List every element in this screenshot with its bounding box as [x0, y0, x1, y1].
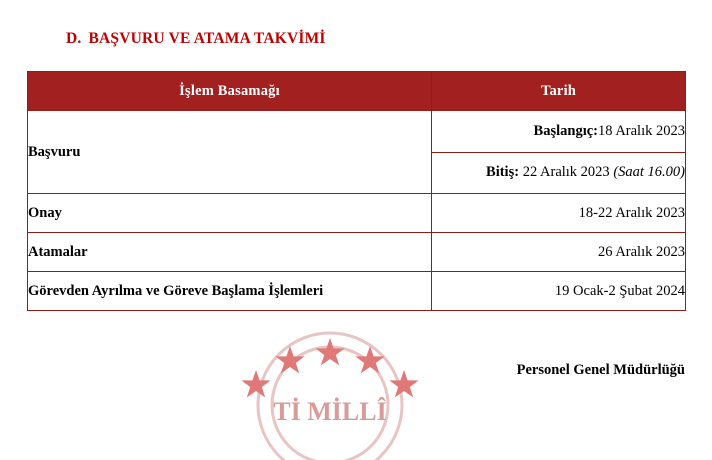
schedule-table — [27, 71, 686, 311]
row-label-gorevden-ayrilma: Görevden Ayrılma ve Göreve Başlama İşlemleri — [28, 272, 432, 311]
row-date-onay: 18-22 Aralık 2023 — [432, 194, 686, 233]
table-row — [28, 111, 686, 153]
date-label: Başlangıç: — [533, 122, 598, 139]
column-header-date: Tarih — [432, 72, 686, 111]
date-value: 18 Aralık 2023 — [598, 122, 685, 139]
column-header-step: İşlem Basamağı — [28, 72, 432, 111]
row-date-basvuru-end — [432, 152, 686, 194]
table-row — [28, 233, 686, 272]
page-title — [66, 30, 326, 48]
row-label-onay: Onay — [28, 194, 432, 233]
table-row — [28, 194, 686, 233]
date-value: 22 Aralık 2023 — [519, 164, 614, 181]
row-label-atamalar: Atamalar — [28, 233, 432, 272]
page-title-letter: D. — [66, 30, 82, 47]
seal-text: Tİ MİLLÎ — [273, 397, 387, 426]
row-label-basvuru: Başvuru — [28, 111, 432, 194]
date-label: Bitiş: — [486, 164, 520, 181]
table-row — [28, 272, 686, 311]
signature-line: Personel Genel Müdürlüğü — [516, 362, 685, 378]
row-date-atamalar: 26 Aralık 2023 — [432, 233, 686, 272]
date-note: (Saat 16.00) — [613, 164, 685, 181]
page-title-text: BAŞVURU VE ATAMA TAKVİMİ — [88, 30, 326, 47]
ministry-seal-watermark — [196, 330, 464, 460]
row-date-gorevden-ayrilma: 19 Ocak-2 Şubat 2024 — [432, 272, 686, 311]
table-header-row — [28, 72, 686, 111]
row-date-basvuru-start — [432, 111, 686, 153]
